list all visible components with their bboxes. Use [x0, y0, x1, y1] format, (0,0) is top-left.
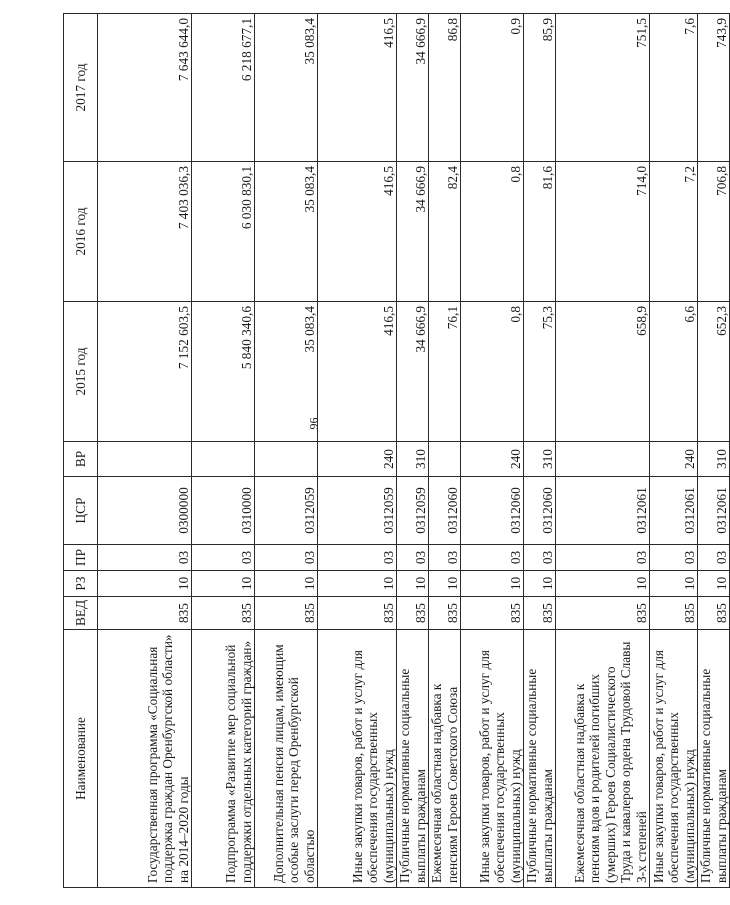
table-row — [255, 14, 318, 888]
row-csr: 0310000 — [192, 477, 255, 545]
budget-table — [63, 13, 730, 888]
header-2016: 2016 год — [64, 162, 98, 302]
row-ved: 835 — [255, 597, 318, 630]
row-pr: 03 — [429, 545, 461, 571]
table-row — [192, 14, 255, 888]
row-2015: 652,3 — [698, 302, 730, 442]
row-2015: 35 083,4 — [255, 302, 318, 442]
header-name: Наименование — [64, 630, 98, 888]
header-pr: ПР — [64, 545, 98, 571]
row-name: Публичные нормативные социальные выплаты гражданам — [698, 630, 730, 888]
row-2017: 85,9 — [524, 14, 556, 162]
table-row — [397, 14, 429, 888]
row-rz: 10 — [698, 571, 730, 597]
rotated-table-frame — [63, 14, 729, 888]
header-2017: 2017 год — [64, 14, 98, 162]
row-vr: 240 — [318, 442, 397, 477]
row-vr — [255, 442, 318, 477]
row-name: Публичные нормативные социальные выплаты гражданам — [397, 630, 429, 888]
row-2017: 35 083,4 — [255, 14, 318, 162]
table-row — [698, 14, 730, 888]
row-pr: 03 — [698, 545, 730, 571]
row-2017: 743,9 — [698, 14, 730, 162]
row-csr: 0312060 — [524, 477, 556, 545]
header-ved: ВЕД — [64, 597, 98, 630]
row-name: Иные закупки товаров, работ и услуг для обеспечения государственных (муниципальных) нужд — [318, 630, 397, 888]
row-csr: 0312061 — [650, 477, 698, 545]
row-2017: 7 643 644,0 — [98, 14, 192, 162]
row-rz: 10 — [524, 571, 556, 597]
row-csr: 0312059 — [397, 477, 429, 545]
row-pr: 03 — [397, 545, 429, 571]
row-2017: 6 218 677,1 — [192, 14, 255, 162]
row-pr: 03 — [255, 545, 318, 571]
row-pr: 03 — [556, 545, 650, 571]
row-ved: 835 — [650, 597, 698, 630]
row-pr: 03 — [192, 545, 255, 571]
row-vr — [556, 442, 650, 477]
row-vr: 310 — [397, 442, 429, 477]
row-rz: 10 — [397, 571, 429, 597]
row-2016: 706,8 — [698, 162, 730, 302]
row-rz: 10 — [192, 571, 255, 597]
row-2015: 76,1 — [429, 302, 461, 442]
row-vr: 240 — [650, 442, 698, 477]
row-csr: 0312061 — [556, 477, 650, 545]
header-csr: ЦСР — [64, 477, 98, 545]
row-2016: 7,2 — [650, 162, 698, 302]
row-ved: 835 — [98, 597, 192, 630]
row-rz: 10 — [429, 571, 461, 597]
row-vr — [429, 442, 461, 477]
row-ved: 835 — [429, 597, 461, 630]
header-2015: 2015 год — [64, 302, 98, 442]
row-ved: 835 — [698, 597, 730, 630]
row-2016: 416,5 — [318, 162, 397, 302]
row-rz: 10 — [650, 571, 698, 597]
row-pr: 03 — [318, 545, 397, 571]
row-ved: 835 — [192, 597, 255, 630]
row-rz: 10 — [461, 571, 524, 597]
row-csr: 0312060 — [429, 477, 461, 545]
table-row — [524, 14, 556, 888]
budget-table-sheet — [63, 14, 729, 888]
row-vr — [98, 442, 192, 477]
row-csr: 0312059 — [318, 477, 397, 545]
row-2016: 34 666,9 — [397, 162, 429, 302]
row-ved: 835 — [397, 597, 429, 630]
row-vr — [192, 442, 255, 477]
row-2015: 34 666,9 — [397, 302, 429, 442]
table-header-row — [64, 14, 98, 888]
row-rz: 10 — [98, 571, 192, 597]
row-2016: 81,6 — [524, 162, 556, 302]
row-vr: 310 — [698, 442, 730, 477]
row-name: Дополнительная пенсия лицам, имеющим особые заслуги перед Оренбургской областью — [255, 630, 318, 888]
row-name: Иные закупки товаров, работ и услуг для обеспечения государственных (муниципальных) нужд — [650, 630, 698, 888]
row-2017: 7,6 — [650, 14, 698, 162]
row-ved: 835 — [524, 597, 556, 630]
row-2015: 7 152 603,5 — [98, 302, 192, 442]
row-2017: 416,5 — [318, 14, 397, 162]
row-vr: 310 — [524, 442, 556, 477]
row-name: Подпрограмма «Развитие мер социальной поддержки отдельных категорий граждан» — [192, 630, 255, 888]
row-2016: 82,4 — [429, 162, 461, 302]
row-2015: 0,8 — [461, 302, 524, 442]
row-ved: 835 — [556, 597, 650, 630]
row-pr: 03 — [650, 545, 698, 571]
table-row — [461, 14, 524, 888]
row-csr: 0312061 — [698, 477, 730, 545]
row-name: Иные закупки товаров, работ и услуг для обеспечения государственных (муниципальных) нужд — [461, 630, 524, 888]
row-pr: 03 — [461, 545, 524, 571]
row-2016: 6 030 830,1 — [192, 162, 255, 302]
row-pr: 03 — [98, 545, 192, 571]
table-row — [98, 14, 192, 888]
row-name: Публичные нормативные социальные выплаты гражданам — [524, 630, 556, 888]
page-number: 96 — [306, 417, 321, 430]
row-2017: 751,5 — [556, 14, 650, 162]
row-2015: 5 840 340,6 — [192, 302, 255, 442]
row-2015: 658,9 — [556, 302, 650, 442]
row-csr: 0300000 — [98, 477, 192, 545]
row-2016: 7 403 036,3 — [98, 162, 192, 302]
row-2016: 714,0 — [556, 162, 650, 302]
row-name: Ежемесячная областная надбавка к пенсиям Героев Советского Союза — [429, 630, 461, 888]
row-name: Государственная программа «Социальная поддержка граждан Оренбургской области» на 2014–2020 годы — [98, 630, 192, 888]
row-2015: 75,3 — [524, 302, 556, 442]
row-pr: 03 — [524, 545, 556, 571]
header-vr: ВР — [64, 442, 98, 477]
row-csr: 0312060 — [461, 477, 524, 545]
row-rz: 10 — [556, 571, 650, 597]
row-2017: 0,9 — [461, 14, 524, 162]
row-name: Ежемесячная областная надбавка к пенсиям вдов и родителей погибших (умерших) Героев Социалистического Труда и кавалеров ордена Трудовой Славы 3-х степеней — [556, 630, 650, 888]
row-2017: 34 666,9 — [397, 14, 429, 162]
row-vr: 240 — [461, 442, 524, 477]
row-rz: 10 — [318, 571, 397, 597]
row-ved: 835 — [461, 597, 524, 630]
header-rz: РЗ — [64, 571, 98, 597]
row-2017: 86,8 — [429, 14, 461, 162]
table-row — [556, 14, 650, 888]
row-rz: 10 — [255, 571, 318, 597]
row-2015: 6,6 — [650, 302, 698, 442]
row-2015: 416,5 — [318, 302, 397, 442]
row-ved: 835 — [318, 597, 397, 630]
table-row — [429, 14, 461, 888]
table-row — [650, 14, 698, 888]
row-csr: 0312059 — [255, 477, 318, 545]
row-2016: 0,8 — [461, 162, 524, 302]
table-row — [318, 14, 397, 888]
row-2016: 35 083,4 — [255, 162, 318, 302]
